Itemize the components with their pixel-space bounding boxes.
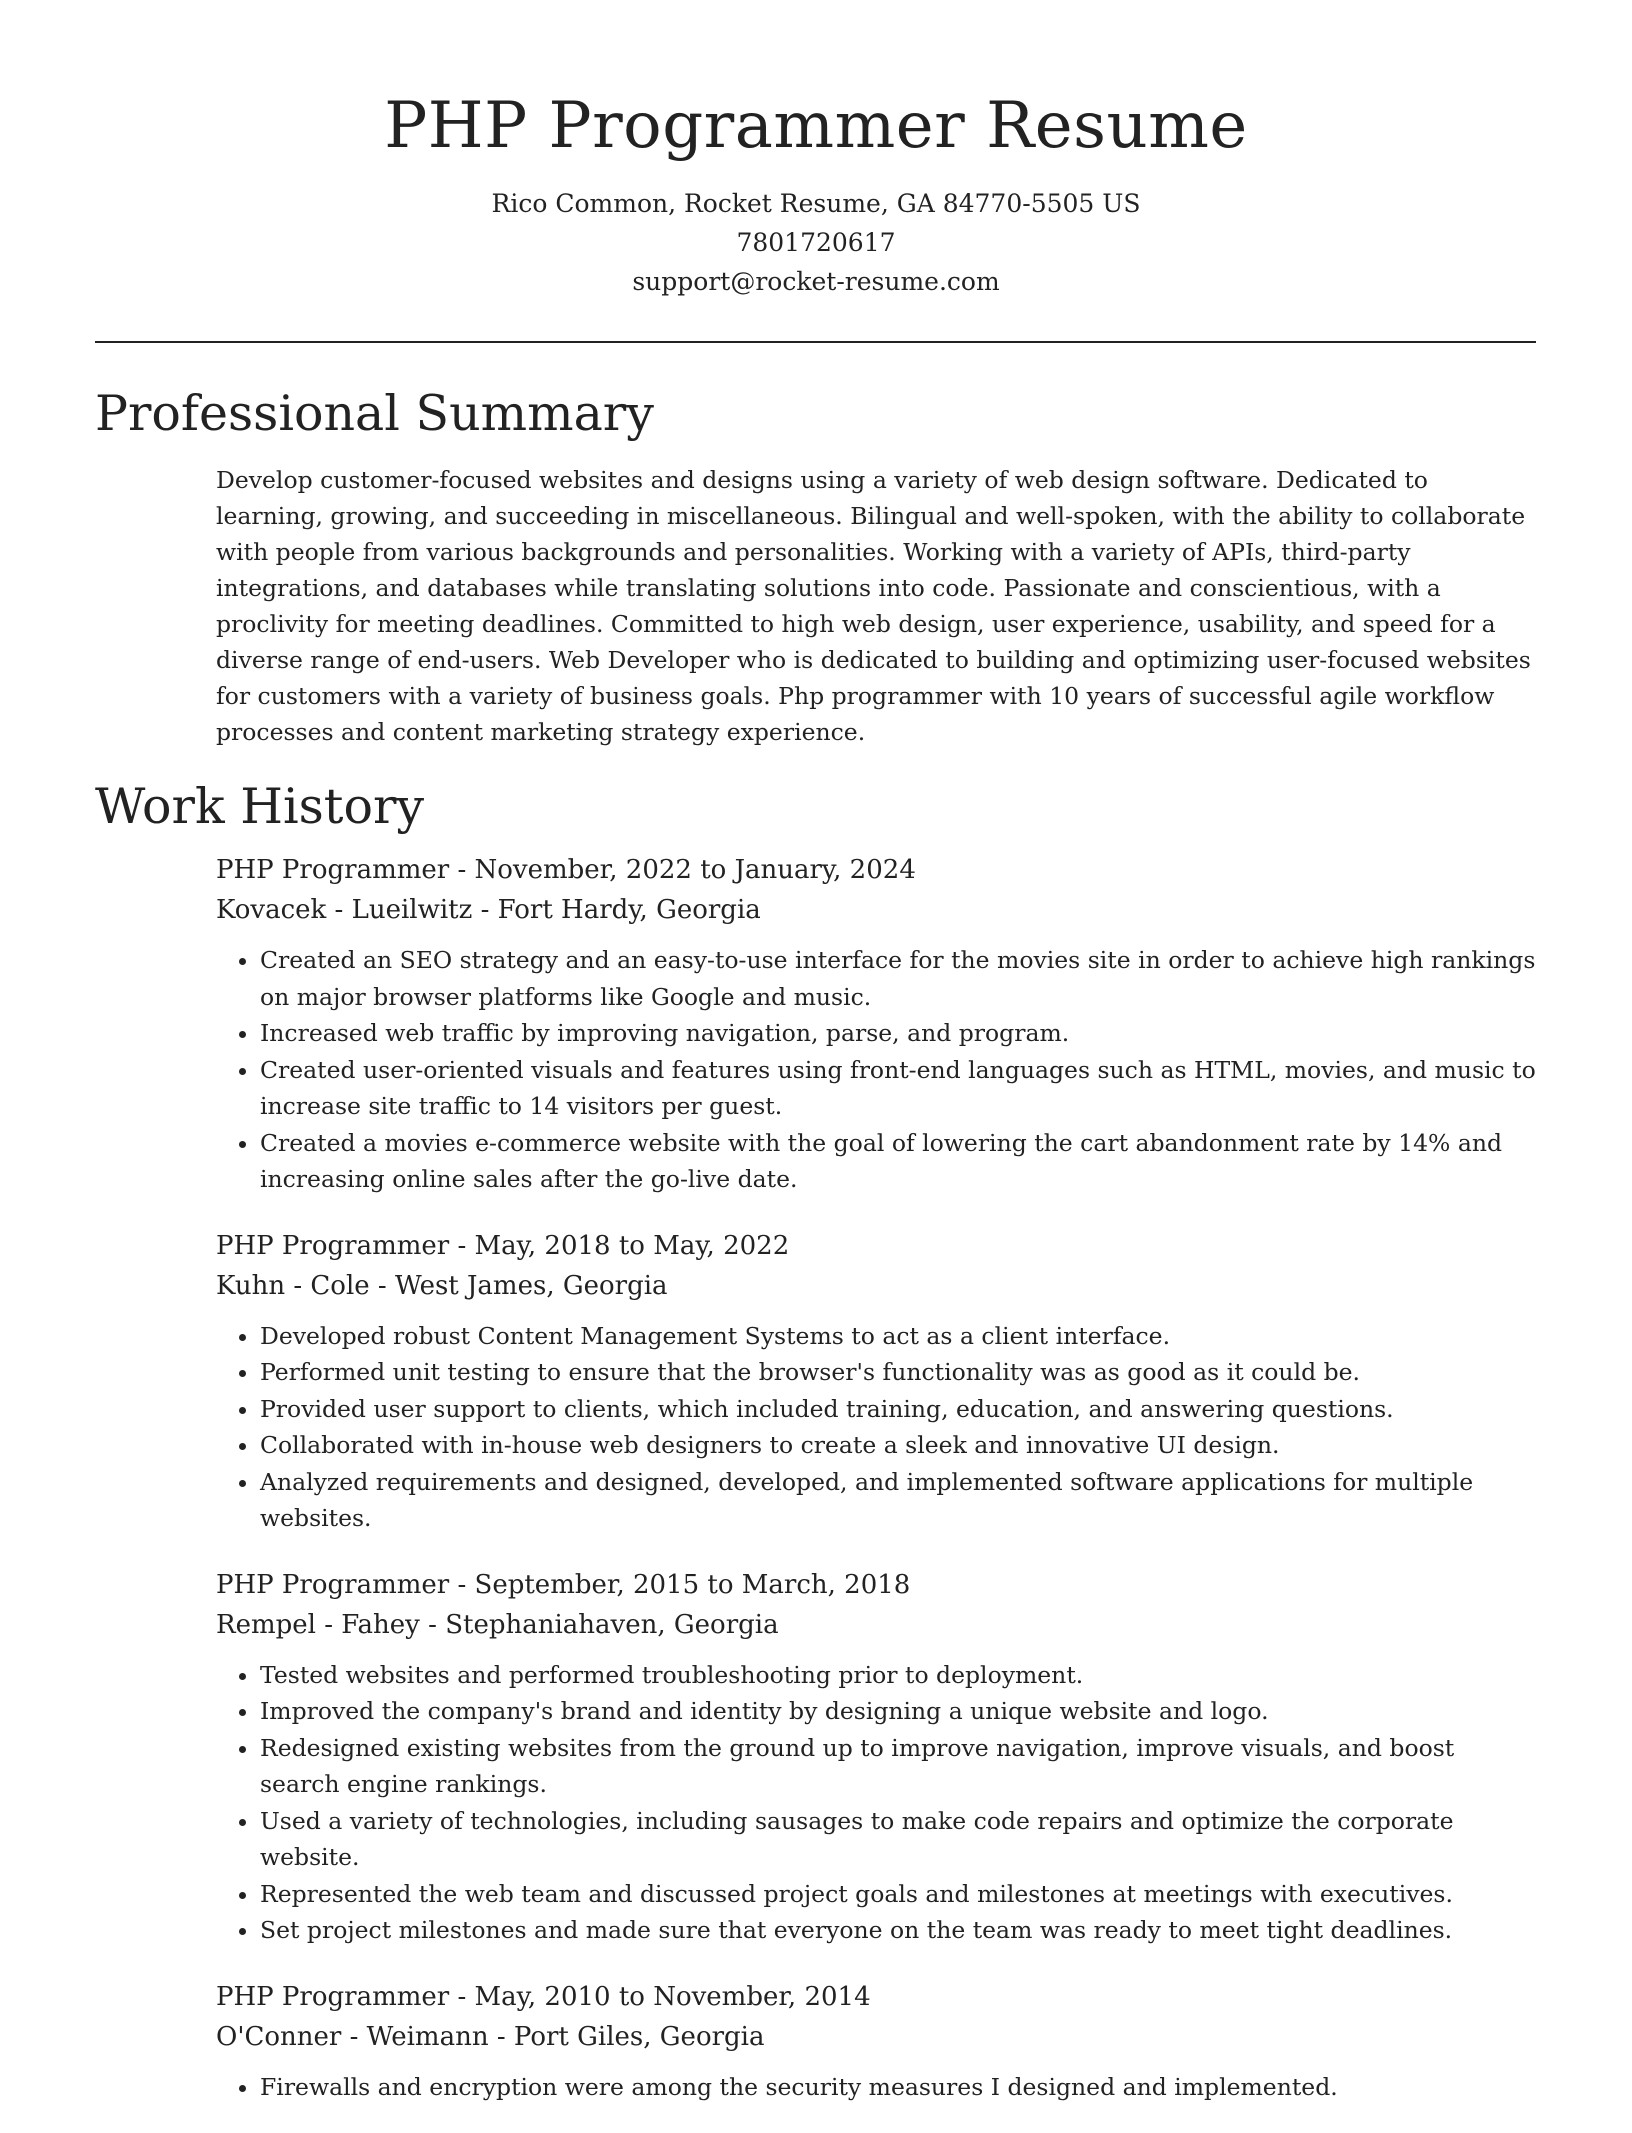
header-divider bbox=[95, 341, 1536, 343]
job-bullet: • Represented the web team and discussed project goals and milestones at meetings with executives. bbox=[260, 1876, 1540, 1913]
job-bullet: • Increased web traffic by improving navigation, parse, and program. bbox=[260, 1015, 1540, 1052]
job-bullets bbox=[216, 942, 1540, 1198]
job-title-line: PHP Programmer - May, 2010 to November, 2014 bbox=[216, 1981, 871, 2012]
job-bullets bbox=[216, 1657, 1540, 1949]
job-entry bbox=[216, 1226, 1540, 1537]
job-bullet: • Improved the company's brand and identity by designing a unique website and logo. bbox=[260, 1693, 1540, 1730]
job-bullet: • Tested websites and performed troubleshooting prior to deployment. bbox=[260, 1657, 1540, 1694]
job-bullet: • Analyzed requirements and designed, developed, and implemented software applications for multiple websites. bbox=[260, 1464, 1540, 1537]
job-bullet: • Used a variety of technologies, including sausages to make code repairs and optimize the corporate website. bbox=[260, 1803, 1540, 1876]
job-bullet: • Collaborated with in-house web designers to create a sleek and innovative UI design. bbox=[260, 1427, 1540, 1464]
job-entry bbox=[216, 850, 1540, 1198]
job-bullet: • Performed unit testing to ensure that the browser's functionality was as good as it could be. bbox=[260, 1354, 1540, 1391]
job-bullet: • Set project milestones and made sure that everyone on the team was ready to meet tight deadlines. bbox=[260, 1912, 1540, 1949]
resume-header bbox=[0, 0, 1632, 301]
job-company-line: Kuhn - Cole - West James, Georgia bbox=[216, 1270, 668, 1301]
work-history-heading: Work History bbox=[95, 778, 425, 835]
summary-heading: Professional Summary bbox=[95, 385, 654, 442]
job-company-line: Rempel - Fahey - Stephaniahaven, Georgia bbox=[216, 1609, 779, 1640]
contact-block bbox=[0, 184, 1632, 301]
contact-address: Rico Common, Rocket Resume, GA 84770-5505 US bbox=[491, 189, 1141, 218]
job-entry bbox=[216, 1565, 1540, 1949]
work-history-list bbox=[216, 850, 1540, 2133]
job-bullet: • Firewalls and encryption were among the security measures I designed and implemented. bbox=[260, 2069, 1540, 2106]
job-title-line: PHP Programmer - May, 2018 to May, 2022 bbox=[216, 1230, 790, 1261]
job-company-line: Kovacek - Lueilwitz - Fort Hardy, Georgia bbox=[216, 895, 761, 925]
job-title-line: PHP Programmer - September, 2015 to March, 2018 bbox=[216, 1569, 911, 1600]
job-bullet: • Created an SEO strategy and an easy-to-use interface for the movies site in order to achieve high rankings on major browser platforms like Google and music. bbox=[260, 942, 1540, 1015]
contact-phone: 7801720617 bbox=[736, 228, 896, 257]
resume-title: PHP Programmer Resume bbox=[384, 89, 1248, 163]
job-bullet: • Created user-oriented visuals and features using front-end languages such as HTML, movies, and music to increase site traffic to 14 visitors per guest. bbox=[260, 1052, 1540, 1125]
job-title-line: PHP Programmer - November, 2022 to January, 2024 bbox=[216, 855, 916, 885]
job-bullets bbox=[216, 1318, 1540, 1537]
job-bullet: • Redesigned existing websites from the ground up to improve navigation, improve visuals, and boost search engine rankings. bbox=[260, 1730, 1540, 1803]
contact-email: support@rocket-resume.com bbox=[632, 267, 1000, 296]
summary-text: Develop customer-focused websites and designs using a variety of web design software. Dedicated to learning, growing, and succeeding in miscellaneous. Bilingual and well-spoken, with the ability to collaborate with people from various backgrounds and personalities. Working with a variety of APIs, third-party integrations, and databases while translating solutions into code. Passionate and conscientious, with a proclivity for meeting deadlines. Committed to high web design, user experience, usability, and speed for a diverse range of end-users. Web Developer who is dedicated to building and optimizing user-focused websites for customers with a variety of business goals. Php programmer with 10 years of successful agile workflow processes and content marketing strategy experience. bbox=[216, 466, 1531, 746]
job-bullet: • Created a movies e-commerce website with the goal of lowering the cart abandonment rate by 14% and increasing online sales after the go-live date. bbox=[260, 1125, 1540, 1198]
job-bullet: • Provided user support to clients, which included training, education, and answering questions. bbox=[260, 1391, 1540, 1428]
job-bullet: • Developed robust Content Management Systems to act as a client interface. bbox=[260, 1318, 1540, 1355]
job-bullets bbox=[216, 2069, 1540, 2106]
job-company-line: O'Conner - Weimann - Port Giles, Georgia bbox=[216, 2021, 765, 2052]
job-entry bbox=[216, 1977, 1540, 2106]
